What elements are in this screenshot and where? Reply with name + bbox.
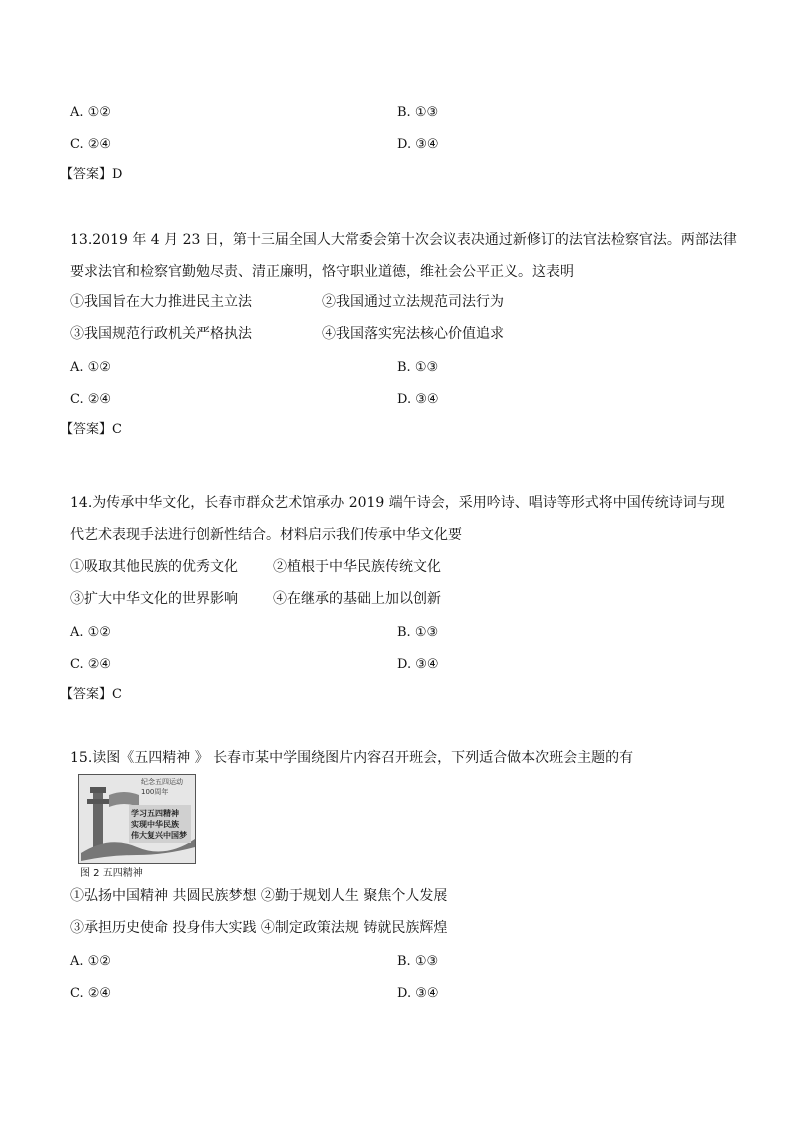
q15-option-d: D. ③④ bbox=[397, 986, 439, 1001]
wusi-spirit-figure bbox=[78, 774, 196, 864]
q14-item-4: ④在继承的基础上加以创新 bbox=[273, 591, 441, 607]
q15-option-a: A. ①② bbox=[70, 954, 111, 969]
q13-option-a: A. ①② bbox=[70, 360, 111, 375]
q14-item-1: ①吸取其他民族的优秀文化 bbox=[70, 559, 238, 575]
figure-text-line-2: 实现中华民族 bbox=[131, 820, 179, 829]
q12-option-d: D. ③④ bbox=[397, 137, 439, 152]
q13-item-4: ④我国落实宪法核心价值追求 bbox=[322, 326, 504, 342]
q14-option-c: C. ②④ bbox=[70, 657, 112, 672]
q14-stem-line2: 代艺术表现手法进行创新性结合。材料启示我们传承中华文化要 bbox=[70, 527, 462, 543]
q13-stem-line1: 13.2019 年 4 月 23 日，第十三届全国人大常委会第十次会议表决通过新修订的法官法检察官法。两部法律 bbox=[70, 232, 737, 248]
q12-answer: 【答案】D bbox=[60, 167, 123, 182]
q14-option-d: D. ③④ bbox=[397, 657, 439, 672]
q13-option-b: B. ①③ bbox=[397, 360, 439, 375]
q13-item-2: ②我国通过立法规范司法行为 bbox=[322, 294, 504, 310]
q14-item-3: ③扩大中华文化的世界影响 bbox=[70, 591, 238, 607]
q12-option-a: A. ①② bbox=[70, 105, 111, 120]
q14-option-b: B. ①③ bbox=[397, 625, 439, 640]
q14-item-2: ②植根于中华民族传统文化 bbox=[273, 559, 441, 575]
q13-option-d: D. ③④ bbox=[397, 392, 439, 407]
q14-option-a: A. ①② bbox=[70, 625, 111, 640]
q14-stem-line1: 14.为传承中华文化，长春市群众艺术馆承办 2019 端午诗会，采用吟诗、唱诗等形式将中国传统诗词与现 bbox=[70, 495, 725, 511]
figure-caption: 图 2 五四精神 bbox=[80, 868, 143, 879]
q13-option-c: C. ②④ bbox=[70, 392, 112, 407]
q14-answer: 【答案】C bbox=[60, 687, 122, 702]
q12-option-b: B. ①③ bbox=[397, 105, 439, 120]
figure-top-text: 纪念五四运动100周年 bbox=[141, 778, 183, 796]
q13-stem-line2: 要求法官和检察官勤勉尽责、清正廉明，恪守职业道德，维社会公平正义。这表明 bbox=[70, 264, 574, 280]
q15-option-c: C. ②④ bbox=[70, 986, 112, 1001]
q12-option-c: C. ②④ bbox=[70, 137, 112, 152]
q15-item-line1: ①弘扬中国精神 共圆民族梦想 ②勤于规划人生 聚焦个人发展 bbox=[70, 888, 448, 904]
q15-item-line2: ③承担历史使命 投身伟大实践 ④制定政策法规 铸就民族辉煌 bbox=[70, 920, 448, 936]
q13-answer: 【答案】C bbox=[60, 422, 122, 437]
q13-item-3: ③我国规范行政机关严格执法 bbox=[70, 326, 252, 342]
q15-option-b: B. ①③ bbox=[397, 954, 439, 969]
q13-item-1: ①我国旨在大力推进民主立法 bbox=[70, 294, 252, 310]
figure-text-line-3: 伟大复兴中国梦 bbox=[131, 831, 187, 840]
q15-stem-line1: 15.读图《五四精神 》 长春市某中学围绕图片内容召开班会，下列适合做本次班会主题的有 bbox=[70, 750, 634, 766]
figure-text-line-1: 学习五四精神 bbox=[131, 809, 179, 818]
